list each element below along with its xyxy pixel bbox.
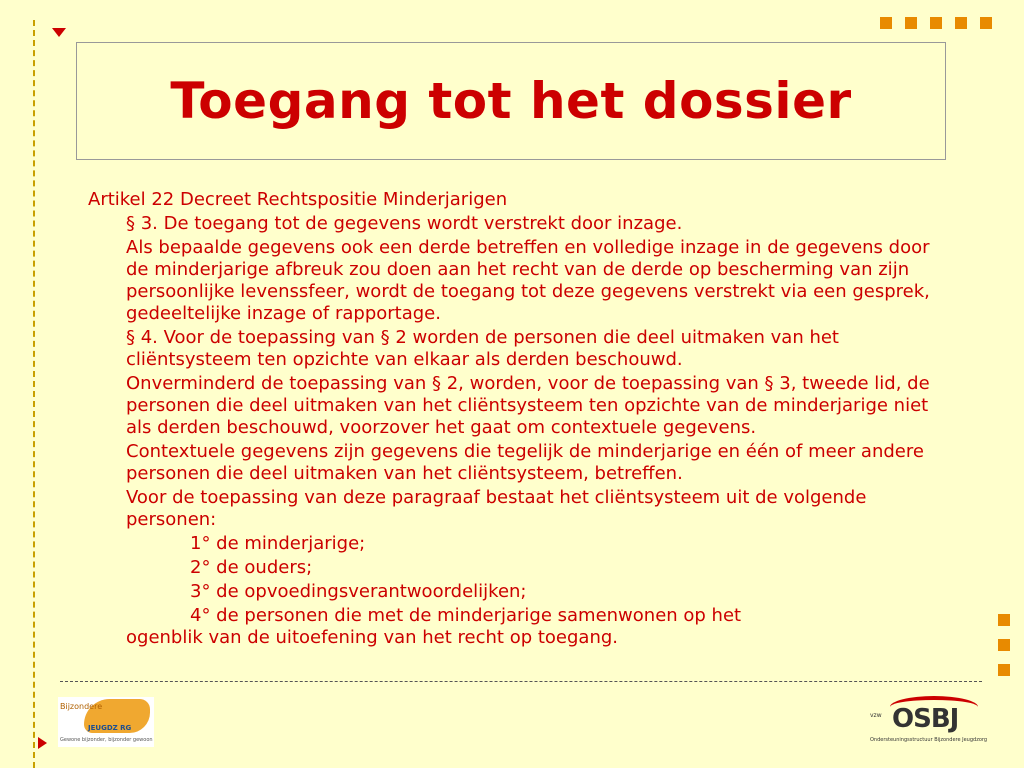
paragraph: § 4. Voor de toepassing van § 2 worden de personen die deel uitmaken van het cliëntsysteem ten opzichte van elkaar als derden beschouwd. — [126, 327, 839, 370]
vertical-dashed-line — [33, 20, 35, 768]
paragraph: § 3. De toegang tot de gegevens wordt verstrekt door inzage. — [126, 213, 683, 234]
square-bullet-icon — [980, 17, 992, 29]
square-bullet-icon — [998, 639, 1010, 651]
slide-content — [88, 189, 948, 649]
list-item-continuation: ogenblik van de uitoefening van het recht op toegang. — [126, 627, 619, 648]
logo-right-subtitle: Ondersteuningsstructuur Bijzondere Jeugdzorg — [870, 737, 988, 743]
logo-left-line3: Gewone bijzonder, bijzonder gewoon — [60, 737, 153, 743]
slide-title: Toegang tot het dossier — [170, 72, 852, 130]
square-bullet-icon — [905, 17, 917, 29]
logo-right-name: OSBJ — [892, 704, 959, 734]
osbj-logo — [868, 700, 988, 746]
list-item: 1° de minderjarige; — [190, 533, 366, 554]
paragraph: Als bepaalde gegevens ook een derde betreffen en volledige inzage in de gegevens door de minderjarige afbreuk zou doen aan het recht van de derde op bescherming van zijn persoonlijke levenssfeer, wordt de toegang tot deze gegevens verstrekt via een gesprek, gedeeltelijke inzage of rapportage. — [126, 237, 930, 324]
triangle-down-icon — [52, 28, 66, 37]
top-square-bullets — [880, 17, 992, 29]
square-bullet-icon — [998, 614, 1010, 626]
paragraph: Contextuele gegevens zijn gegevens die tegelijk de minderjarige en één of meer andere personen die deel uitmaken van het cliëntsysteem, betreffen. — [126, 441, 924, 484]
square-bullet-icon — [955, 17, 967, 29]
logo-right-prefix: vzw — [870, 712, 882, 719]
title-box — [76, 42, 946, 160]
triangle-right-icon — [38, 737, 47, 749]
logo-left-line1: Bijzondere — [60, 702, 103, 711]
square-bullet-icon — [998, 664, 1010, 676]
square-bullet-icon — [930, 17, 942, 29]
square-bullet-icon — [880, 17, 892, 29]
horizontal-dashed-line — [60, 681, 982, 682]
list-item: 3° de opvoedingsverantwoordelijken; — [190, 581, 527, 602]
list-item: 2° de ouders; — [190, 557, 313, 578]
side-square-bullets — [998, 614, 1010, 676]
content-heading: Artikel 22 Decreet Rechtspositie Minderjarigen — [88, 189, 508, 210]
paragraph: Voor de toepassing van deze paragraaf bestaat het cliëntsysteem uit de volgende personen: — [126, 487, 867, 530]
logo-left-line2: JEUGDZ RG — [88, 724, 132, 732]
bijzondere-jeugdzorg-logo — [58, 697, 154, 747]
list-item: 4° de personen die met de minderjarige samenwonen op het — [190, 605, 742, 626]
paragraph: Onverminderd de toepassing van § 2, worden, voor de toepassing van § 3, tweede lid, de personen die deel uitmaken van het cliëntsysteem ten opzichte van de minderjarige niet als derden beschouwd, voorzover het gaat om contextuele gegevens. — [126, 373, 930, 438]
